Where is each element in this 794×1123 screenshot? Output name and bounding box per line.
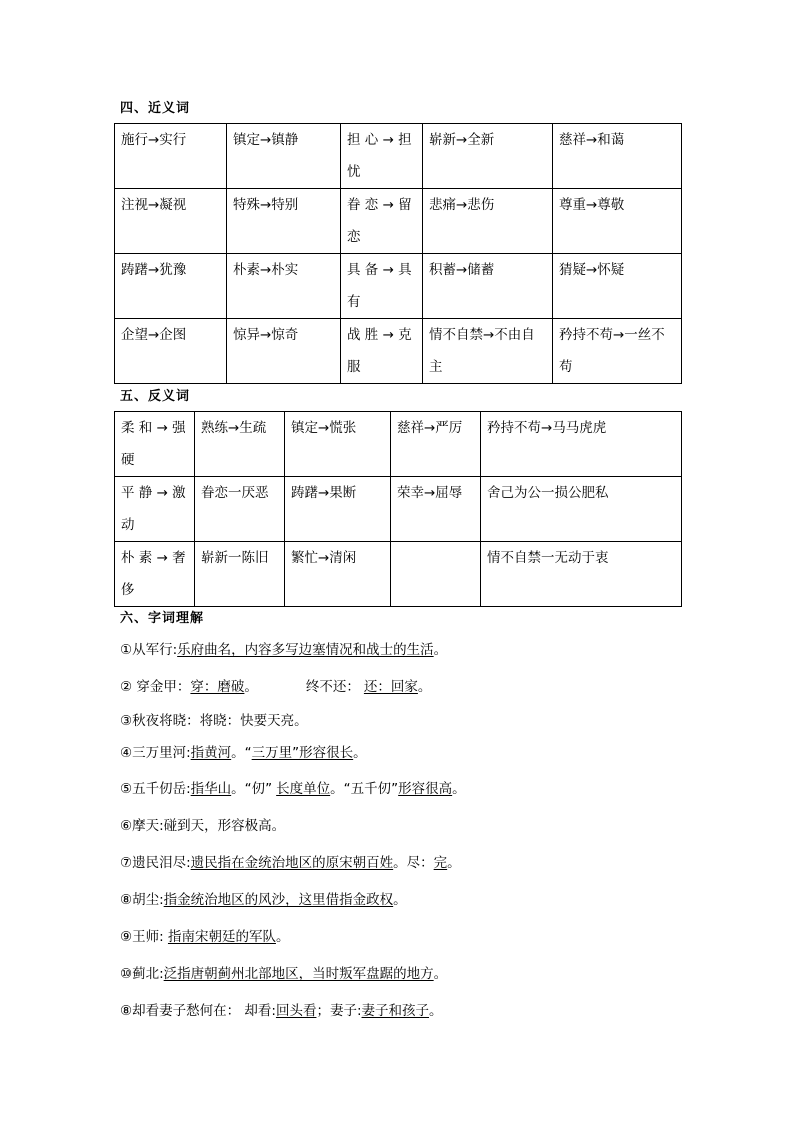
punctuation: ；妻子: xyxy=(316,1003,362,1019)
definition-line xyxy=(120,851,461,871)
table-cell: 崭新→全新 xyxy=(423,124,553,189)
table-cell: 注视→凝视 xyxy=(115,189,227,254)
definition-text: 形容很高 xyxy=(398,781,453,797)
definition-text: 穿：磨破 xyxy=(190,679,245,695)
definition-text: 泛指唐朝蓟州北部地区，当时叛军盘踞的地方 xyxy=(163,966,434,982)
table-cell: 悲痛→悲伤 xyxy=(423,189,553,254)
table-row xyxy=(115,542,682,607)
table-cell: 猜疑→怀疑 xyxy=(553,254,682,319)
table-cell: 特殊→特别 xyxy=(227,189,341,254)
punctuation: 。 xyxy=(393,892,407,908)
antonyms-table xyxy=(114,411,682,607)
synonyms-table xyxy=(114,123,682,384)
table-cell: 战 胜 → 克服 xyxy=(341,319,423,384)
table-cell: 繁忙→清闲 xyxy=(285,542,391,607)
definition-text: 回头看 xyxy=(275,1003,317,1019)
table-cell: 企望→企图 xyxy=(115,319,227,384)
punctuation: 。 xyxy=(433,642,448,658)
punctuation: 。 xyxy=(429,1003,443,1019)
definition-line xyxy=(120,925,289,945)
definition-text: 乐府曲名，内容多写边塞情况和战士的生活 xyxy=(177,642,434,658)
table-cell: 尊重→尊敬 xyxy=(553,189,682,254)
section-heading-antonyms: 五、反义词 xyxy=(120,389,191,404)
definition-text: 指黄河 xyxy=(190,745,232,761)
punctuation: 。“五千仞” xyxy=(330,781,399,797)
term-label: ①从军行: xyxy=(120,642,178,658)
definition-line xyxy=(120,777,466,797)
definition-text: 完 xyxy=(433,855,448,871)
punctuation: 。 xyxy=(353,745,367,761)
table-cell: 担 心 → 担忧 xyxy=(341,124,423,189)
table-cell: 柔 和 → 强硬 xyxy=(115,412,195,477)
table-cell: 镇定→镇静 xyxy=(227,124,341,189)
definition-text: 妻子和孩子 xyxy=(361,1003,430,1019)
definition-text: 三万里”形容很长 xyxy=(251,745,354,761)
table-cell: 荣幸→屈辱 xyxy=(391,477,481,542)
punctuation: 。 xyxy=(275,929,290,945)
table-cell: 平 静 → 激动 xyxy=(115,477,195,542)
definition-text: 指金统治地区的风沙，这里借指金政权 xyxy=(163,892,394,908)
definition-line xyxy=(120,999,443,1019)
table-cell: 舍己为公一损公肥私 xyxy=(481,477,682,542)
definition-text: 遗民指在金统治地区的原宋朝百姓 xyxy=(190,855,394,871)
table-cell xyxy=(391,542,481,607)
definition-line xyxy=(120,675,431,695)
punctuation: 。 xyxy=(452,781,466,797)
table-cell: 慈祥→和蔼 xyxy=(553,124,682,189)
punctuation: 。 xyxy=(433,966,448,982)
definition-line xyxy=(120,962,447,982)
definition-line xyxy=(120,709,308,729)
term-label: ④三万里河: xyxy=(120,745,191,761)
term-label: 终不还： xyxy=(305,679,360,695)
definition-text: 还：回家 xyxy=(363,679,418,695)
table-cell: 朴 素 → 奢侈 xyxy=(115,542,195,607)
punctuation: 。尽： xyxy=(393,855,434,871)
table-cell: 崭新一陈旧 xyxy=(195,542,285,607)
table-cell: 踌躇→犹豫 xyxy=(115,254,227,319)
term-label: ⑩蓟北: xyxy=(120,966,164,982)
term-label: ⑦遗民泪尽: xyxy=(120,855,191,871)
definition-text: 指南宋朝廷的军队 xyxy=(167,929,276,945)
table-cell: 熟练→生疏 xyxy=(195,412,285,477)
section-heading-synonyms: 四、近义词 xyxy=(120,101,191,116)
definition-text: 指华山 xyxy=(190,781,232,797)
table-row xyxy=(115,124,682,189)
table-row xyxy=(115,477,682,542)
definition-text: 长度单位 xyxy=(276,781,331,797)
table-cell: 矜持不苟→马马虎虎 xyxy=(481,412,682,477)
table-row xyxy=(115,319,682,384)
table-cell: 具 备 → 具有 xyxy=(341,254,423,319)
table-cell: 眷 恋 → 留恋 xyxy=(341,189,423,254)
definition-line xyxy=(120,814,285,834)
table-cell: 积蓄→储蓄 xyxy=(423,254,553,319)
term-label: ⑨王师: xyxy=(120,929,168,945)
table-cell: 慈祥→严厉 xyxy=(391,412,481,477)
table-row xyxy=(115,254,682,319)
table-cell: 施行→实行 xyxy=(115,124,227,189)
term-label: ⑤五千仞岳: xyxy=(120,781,191,797)
table-cell: 眷恋一厌恶 xyxy=(195,477,285,542)
punctuation: 。“仞” xyxy=(231,781,273,797)
table-cell: 情不自禁→不由自主 xyxy=(423,319,553,384)
section-heading-word-meanings: 六、字词理解 xyxy=(120,611,205,626)
table-cell: 踌躇→果断 xyxy=(285,477,391,542)
table-cell: 矜持不苟→一丝不苟 xyxy=(553,319,682,384)
punctuation: 。“ xyxy=(231,745,252,761)
table-cell: 情不自禁一无动于衷 xyxy=(481,542,682,607)
table-cell: 朴素→朴实 xyxy=(227,254,341,319)
definition-line xyxy=(120,638,447,658)
definition-line xyxy=(120,741,367,761)
table-cell: 惊异→惊奇 xyxy=(227,319,341,384)
term-label: ⑧却看妻子愁何在： 却看: xyxy=(120,1003,276,1019)
definition-line xyxy=(120,888,407,908)
punctuation: 。 xyxy=(244,679,258,695)
term-label: ⑥摩天:碰到天，形容极高。 xyxy=(120,818,286,834)
term-label: ⑧胡尘: xyxy=(120,892,164,908)
table-row xyxy=(115,189,682,254)
term-label: ② 穿金甲： xyxy=(120,679,191,695)
table-row xyxy=(115,412,682,477)
punctuation: 。 xyxy=(447,855,461,871)
table-cell: 镇定→慌张 xyxy=(285,412,391,477)
punctuation: 。 xyxy=(417,679,432,695)
term-label: ③秋夜将晓：将晓：快要天亮。 xyxy=(120,713,308,729)
